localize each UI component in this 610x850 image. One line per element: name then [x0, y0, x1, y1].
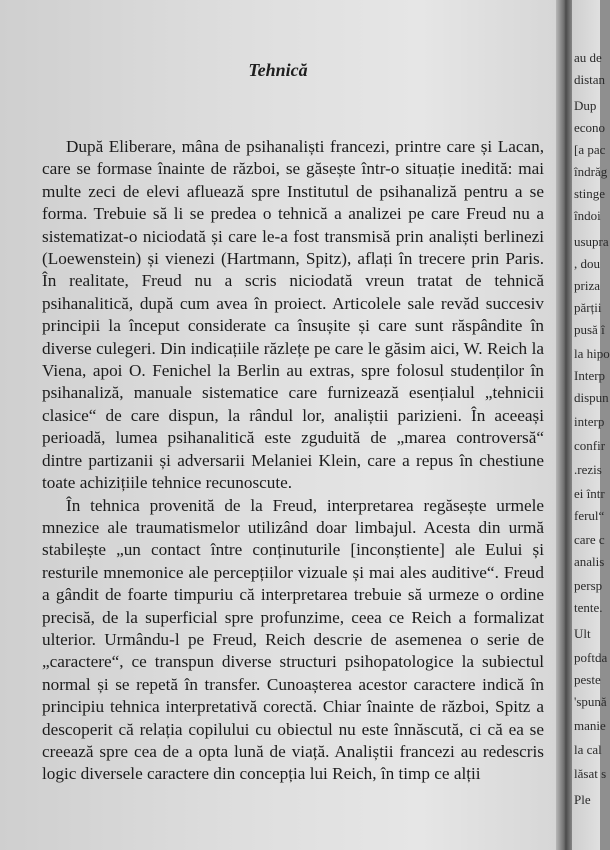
- body-text: [42, 136, 544, 786]
- facing-fragment: , dou: [574, 256, 600, 271]
- facing-fragment: usupra: [574, 234, 609, 249]
- facing-fragment: peste: [574, 672, 601, 687]
- facing-fragment: îndoi: [574, 208, 601, 223]
- facing-fragment: lăsat s: [574, 766, 607, 781]
- facing-fragment: dispun: [574, 390, 609, 405]
- facing-fragment: ferul“: [574, 508, 605, 523]
- facing-fragment: [a pac: [574, 142, 606, 157]
- facing-fragment: .rezis: [574, 462, 602, 477]
- facing-fragment: analis: [574, 554, 605, 569]
- paragraph-2: În tehnica provenită de la Freud, interpretarea regăsește urmele mnezice ale traumatismelor utilizând doar limbajul. Acesta din urmă stabilește „un contact între conținuturile [inconștiente] ale Eului și resturile mnemonice ale percepțiilor vizuale și mai ales auditive“. Freud a gândit de foarte timpuriu că interpretarea trebuie să urmeze o ordine precisă, de la superficial spre profunzime, ceea ce Reich a formalizat ulterior. Urmându-l pe Freud, Reich descrie de asemenea o serie de „caractere“, ce transpun diverse structuri psihopatologice la subiectul normal și se repetă în transfer. Cunoașterea acestor caractere indică în principiu tehnica interpretativă corectă. Chiar înainte de război, Spitz a descoperit că relația copilului cu obiectul nu este înnăscută, ci că ea se creează spre cea de a opta lună de viață. Analiștii francezi au redescris logic diversele caractere din concepția lui Reich, în timp ce alții: [42, 495, 544, 784]
- facing-fragment: interp: [574, 414, 605, 429]
- facing-fragment: la cal: [574, 742, 602, 757]
- facing-fragment: confir: [574, 438, 606, 453]
- facing-fragment: 'spună: [574, 694, 607, 709]
- facing-fragment: ei într: [574, 486, 605, 501]
- facing-fragment: Ple: [574, 792, 591, 807]
- facing-fragment: persp: [574, 578, 603, 593]
- facing-fragment: econo: [574, 120, 606, 135]
- facing-fragment: priza: [574, 278, 600, 293]
- facing-fragment: Ult: [574, 626, 591, 641]
- facing-fragment: distan: [574, 72, 606, 87]
- facing-fragment: Interp: [574, 368, 606, 383]
- facing-fragment: Dup: [574, 98, 597, 113]
- facing-fragment: care c: [574, 532, 605, 547]
- facing-fragment: stinge: [574, 186, 606, 201]
- facing-page: [572, 0, 610, 850]
- facing-fragment: îndrăg: [574, 164, 608, 179]
- paragraph-1: După Eliberare, mâna de psihanaliști francezi, printre care și Lacan, care se formase înainte de război, se găsește într-o situație inedită: mai multe zeci de elevi afluează spre Institutul de psihanaliză pentru a se forma. Trebuie să li se predea o tehnică a analizei pe care Freud nu a sistematizat-o niciodată și care le-a fost transmisă prin analiști berlinezi (Loewenstein) și vienezi (Hartmann, Spitz), aflați în trecere prin Paris. În realitate, Freud nu a scris niciodată vreun tratat de tehnică psihanalitică, după cum avea în proiect. Articolele sale revăd succesiv principii la început considerate ca însușite și care sunt răspândite în diverse culegeri. Din indicațiile răzlețe pe care le găsim aici, W. Reich la Viena, apoi O. Fenichel la Berlin au extras, spre folosul studenților în psihanaliză, manuale sistematice care furnizează esențialul „tehnicii clasice“ de care dispun, la rândul lor, analiștii parizieni. În aceeași perioadă, lumea psihanalitică este zguduită de „marea controversă“ dintre partizanii și adversarii Melaniei Klein, care a repus în chestiune toate achizițiile tehnice recunoscute.: [42, 137, 544, 493]
- facing-fragment: părții: [574, 300, 602, 315]
- facing-fragment: la hipo: [574, 346, 610, 361]
- page-title: Tehnică: [248, 60, 308, 80]
- facing-fragment: pusă î: [574, 322, 605, 337]
- facing-fragment: au de: [574, 50, 602, 65]
- facing-fragment: manie: [574, 718, 606, 733]
- facing-fragment: tente.: [574, 600, 603, 615]
- facing-fragment: poftda: [574, 650, 608, 665]
